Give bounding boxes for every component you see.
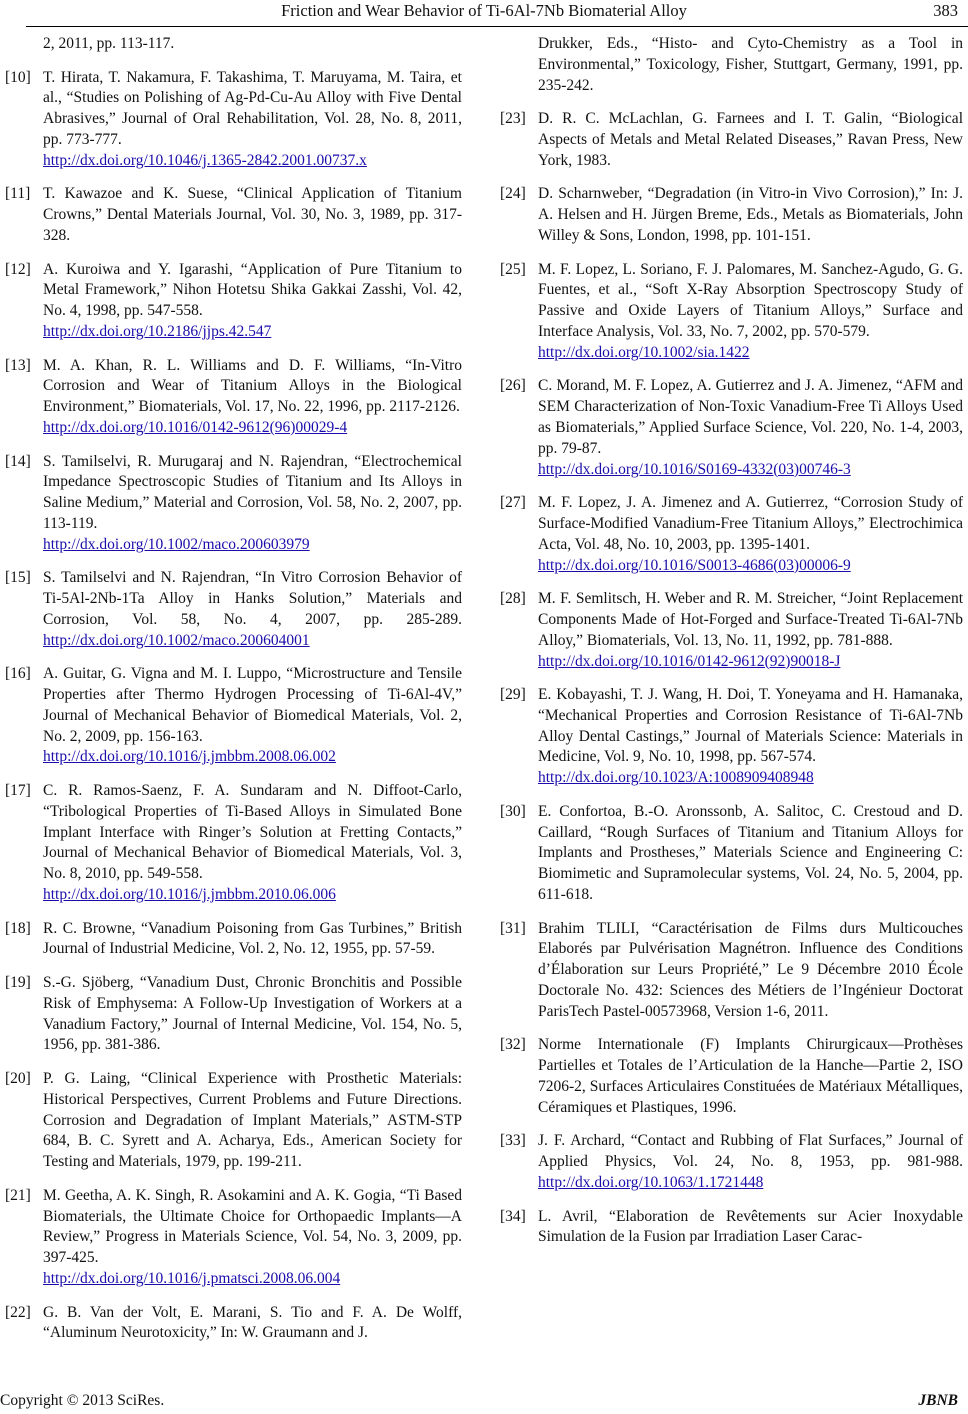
doi-link[interactable]: http://dx.doi.org/10.1016/S0013-4686(03)00006-9 [538, 556, 851, 574]
journal-abbrev: JBNB [918, 1392, 958, 1409]
reference-10: [10] T. Hirata, T. Nakamura, F. Takashima, T. Maruyama, M. Taira, et al., “Studies on Polishing of Ag-Pd-Cu-Au Alloy with Five Dental Abrasives,” Journal of Oral Rehabilitation, Vol. 28, No. 8, 2011, pp. 773-777. http://dx.doi.org/10.1046/j.1365-2842.2001.00737.x [5, 68, 462, 169]
page-number: 383 [933, 1, 958, 20]
doi-link[interactable]: http://dx.doi.org/10.1063/1.1721448 [538, 1174, 764, 1192]
running-title: Friction and Wear Behavior of Ti-6Al-7Nb Biomaterial Alloy [281, 1, 687, 20]
reference-13: [13] M. A. Khan, R. L. Williams and D. F. Williams, “In-Vitro Corrosion and Wear of Titanium Alloys in the Biological Environment,” Biomaterials, Vol. 17, No. 22, 1996, pp. 2117-2126. http://dx.doi.org/10.1016/0142-9612(96)00029-4 [5, 356, 462, 436]
reference-21: [21] M. Geetha, A. K. Singh, R. Asokamini and A. K. Gogia, “Ti Based Biomaterials, the Ultimate Choice for Orthopaedic Implants—A Review,” Progress in Materials Science, Vol. 54, No. 3, 2009, pp. 397-425. http://dx.doi.org/10.1016/j.pmatsci.2008.06.004 [5, 1186, 462, 1287]
reference-23: [23] D. R. C. McLachlan, G. Farnees and I. T. Galin, “Biological Aspects of Metals and Metal Related Diseases,” Ravan Press, New York, 1983. [500, 110, 963, 169]
reference-25: [25] M. F. Lopez, L. Soriano, F. J. Palomares, M. Sanchez-Agudo, G. G. Fuentes, et al., “Soft X-Ray Absorption Spectroscopy Study of Passive and Oxide Layers of Titanium Alloys,” Surface and Interface Analysis, Vol. 33, No. 7, 2002, pp. 570-579. http://dx.doi.org/10.1002/sia.1422 [500, 260, 963, 361]
doi-link[interactable]: http://dx.doi.org/10.1002/maco.200604001 [43, 631, 310, 649]
right-column [500, 34, 963, 1261]
reference-26: [26] C. Morand, M. F. Lopez, A. Gutierrez and J. A. Jimenez, “AFM and SEM Characterization of Non-Toxic Vanadium-Free Ti Alloys Used as Biomaterials,” Applied Surface Science, Vol. 220, No. 1-4, 2003, pp. 79-87. http://dx.doi.org/10.1016/S0169-4332(03)00746-3 [500, 377, 963, 478]
doi-link[interactable]: http://dx.doi.org/10.1046/j.1365-2842.2001.00737.x [43, 151, 367, 169]
doi-link[interactable]: http://dx.doi.org/10.1002/maco.200603979 [43, 535, 310, 553]
doi-link[interactable]: http://dx.doi.org/10.1016/j.pmatsci.2008.06.004 [43, 1270, 341, 1287]
reference-32: [32] Norme Internationale (F) Implants Chirurgicaux—Prothèses Partielles et Totales de l’Articulation de la Hanche—Partie 2, ISO 7206-2, Surfaces Articulaires Constituées de Matériaux Métalliques, Céramiques et Plastiques, 1996. [500, 1036, 963, 1116]
reference-34: [34] L. Avril, “Elaboration de Revêtements sur Acier Inoxydable Simulation de la Fusion par Irradiation Laser Carac- [500, 1207, 963, 1246]
reference-continuation: 2, 2011, pp. 113-117. [43, 35, 175, 52]
left-column [5, 34, 462, 1357]
reference-19: [19] S.-G. Sjöberg, “Vanadium Dust, Chronic Bronchitis and Possible Risk of Emphysema: A Follow-Up Investigation of Workers at a Vanadium Factory,” Journal of Internal Medicine, Vol. 154, No. 5, 1956, pp. 381-386. [5, 974, 462, 1054]
doi-link[interactable]: http://dx.doi.org/10.1016/j.jmbbm.2010.06.006 [43, 886, 336, 904]
reference-17: [17] C. R. Ramos-Saenz, F. A. Sundaram and N. Diffoot-Carlo, “Tribological Properties of Ti-Based Alloys in Simulated Bone Implant Interface with Ringer’s Solution at Fretting Contacts,” Journal of Mechanical Behavior of Biomedical Materials, Vol. 3, No. 8, 2010, pp. 549-558. http://dx.doi.org/10.1016/j.jmbbm.2010.06.006 [5, 782, 462, 904]
copyright: Copyright © 2013 SciRes. [0, 1392, 165, 1409]
reference-31: [31] Brahim TLILI, “Caractérisation de Films durs Multicouches Elaborés par Pulvérisation Magnétron. Influence des Conditions d’Élaboration sur Leurs Propriété,” Le 9 Décembre 2010 École Doctorale No. 432: Sciences des Métiers de l’Ingénieur Doctorat ParisTech Pastel-00573968, Version 1-6, 2011. [500, 919, 963, 1020]
doi-link[interactable]: http://dx.doi.org/10.1002/sia.1422 [538, 343, 750, 361]
reference-30: [30] E. Confortoa, B.-O. Aronssonb, A. Salitoc, C. Crestoud and D. Caillard, “Rough Surfaces of Titanium and Titanium Alloys for Implants and Prostheses,” Materials Science and Engineering C: Biomimetic and Supramolecular systems, Vol. 24, No. 5, 2004, pp. 611-618. [500, 802, 963, 904]
doi-link[interactable]: http://dx.doi.org/10.1016/S0169-4332(03)00746-3 [538, 460, 851, 478]
reference-18: [18] R. C. Browne, “Vanadium Poisoning from Gas Turbines,” British Journal of Industrial Medicine, Vol. 2, No. 12, 1955, pp. 57-59. [5, 919, 462, 958]
reference-20: [20] P. G. Laing, “Clinical Experience with Prosthetic Materials: Historical Perspectives, Current Problems and Future Directions. Corrosion and Degradation of Implant Materials,” ASTM-STP 684, B. C. Syrett and A. Acharya, Eds., American Society for Testing and Materials, 1979, pp. 199-211. [5, 1070, 462, 1171]
reference-29: [29] E. Kobayashi, T. J. Wang, H. Doi, T. Yoneyama and H. Hamanaka, “Mechanical Properties and Corrosion Resistance of Ti-6Al-7Nb Alloy Dental Castings,” Journal of Materials Science: Materials in Medicine, Vol. 9, No. 10, 1998, pp. 567-574. http://dx.doi.org/10.1023/A:1008909408948 [500, 686, 963, 787]
doi-link[interactable]: http://dx.doi.org/10.1016/0142-9612(92)90018-J [538, 652, 841, 670]
reference-12: [12] A. Kuroiwa and Y. Igarashi, “Application of Pure Titanium to Metal Framework,” Nihon Hotetsu Shika Gakkai Zasshi, Vol. 42, No. 4, 1998, pp. 547-558. http://dx.doi.org/10.2186/jjps.42.547 [5, 260, 462, 340]
header-rule [26, 26, 968, 27]
reference-22: [22] G. B. Van der Volt, E. Marani, S. Tio and F. A. De Wolff, “Aluminum Neurotoxicity,” In: W. Graumann and J. [5, 1303, 462, 1342]
doi-link[interactable]: http://dx.doi.org/10.2186/jjps.42.547 [43, 322, 272, 340]
doi-link[interactable]: http://dx.doi.org/10.1016/j.jmbbm.2008.06.002 [43, 748, 336, 766]
doi-link[interactable]: http://dx.doi.org/10.1023/A:1008909408948 [538, 769, 814, 787]
doi-link[interactable]: http://dx.doi.org/10.1016/0142-9612(96)00029-4 [43, 418, 348, 436]
reference-16: [16] A. Guitar, G. Vigna and M. I. Luppo, “Microstructure and Tensile Properties after Thermo Hydrogen Processing of Ti-6Al-4V,” Journal of Mechanical Behavior of Biomedical Materials, Vol. 2, No. 2, 2009, pp. 156-163. http://dx.doi.org/10.1016/j.jmbbm.2008.06.002 [5, 665, 462, 766]
reference-33: [33] J. F. Archard, “Contact and Rubbing of Flat Surfaces,” Journal of Applied Physics, Vol. 24, No. 8, 1953, pp. 981-988. http://dx.doi.org/10.1063/1.1721448 [500, 1132, 963, 1192]
reference-27: [27] M. F. Lopez, J. A. Jimenez and A. Gutierrez, “Corrosion Study of Surface-Modified Vanadium-Free Titanium Alloys,” Electrochimica Acta, Vol. 48, No. 10, 2003, pp. 1395-1401. http://dx.doi.org/10.1016/S0013-4686(03)00006-9 [500, 494, 963, 574]
reference-continuation: Drukker, Eds., “Histo- and Cyto-Chemistry as a Tool in Environmental,” Toxicology, Fisher, Stuttgart, Germany, 1991, pp. 235-242. [538, 35, 963, 94]
page-header [0, 0, 968, 30]
reference-24: [24] D. Scharnweber, “Degradation (in Vitro-in Vivo Corrosion),” In: J. A. Helsen and H. Jürgen Breme, Eds., Metals as Biomaterials, John Willey & Sons, London, 1998, pp. 101-151. [500, 185, 963, 244]
reference-14: [14] S. Tamilselvi, R. Murugaraj and N. Rajendran, “Electrochemical Impedance Spectroscopic Studies of Titanium and Its Alloys in Saline Medium,” Material and Corrosion, Vol. 58, No. 2, 2007, pp. 113-119. http://dx.doi.org/10.1002/maco.200603979 [5, 452, 462, 553]
reference-28: [28] M. F. Semlitsch, H. Weber and R. M. Streicher, “Joint Replacement Components Made of Hot-Forged and Surface-Treated Ti-6Al-7Nb Alloy,” Biomaterials, Vol. 13, No. 11, 1992, pp. 781-888. http://dx.doi.org/10.1016/0142-9612(92)90018-J [500, 590, 963, 670]
reference-11: [11] T. Kawazoe and K. Suese, “Clinical Application of Titanium Crowns,” Dental Materials Journal, Vol. 30, No. 3, 1989, pp. 317-328. [5, 185, 462, 244]
reference-15: [15] S. Tamilselvi and N. Rajendran, “In Vitro Corrosion Behavior of Ti-5Al-2Nb-1Ta Alloy in Hanks Solution,” Materials and Corrosion, Vol. 58, No. 4, 2007, pp. 285-289. http://dx.doi.org/10.1002/maco.200604001 [5, 569, 462, 649]
